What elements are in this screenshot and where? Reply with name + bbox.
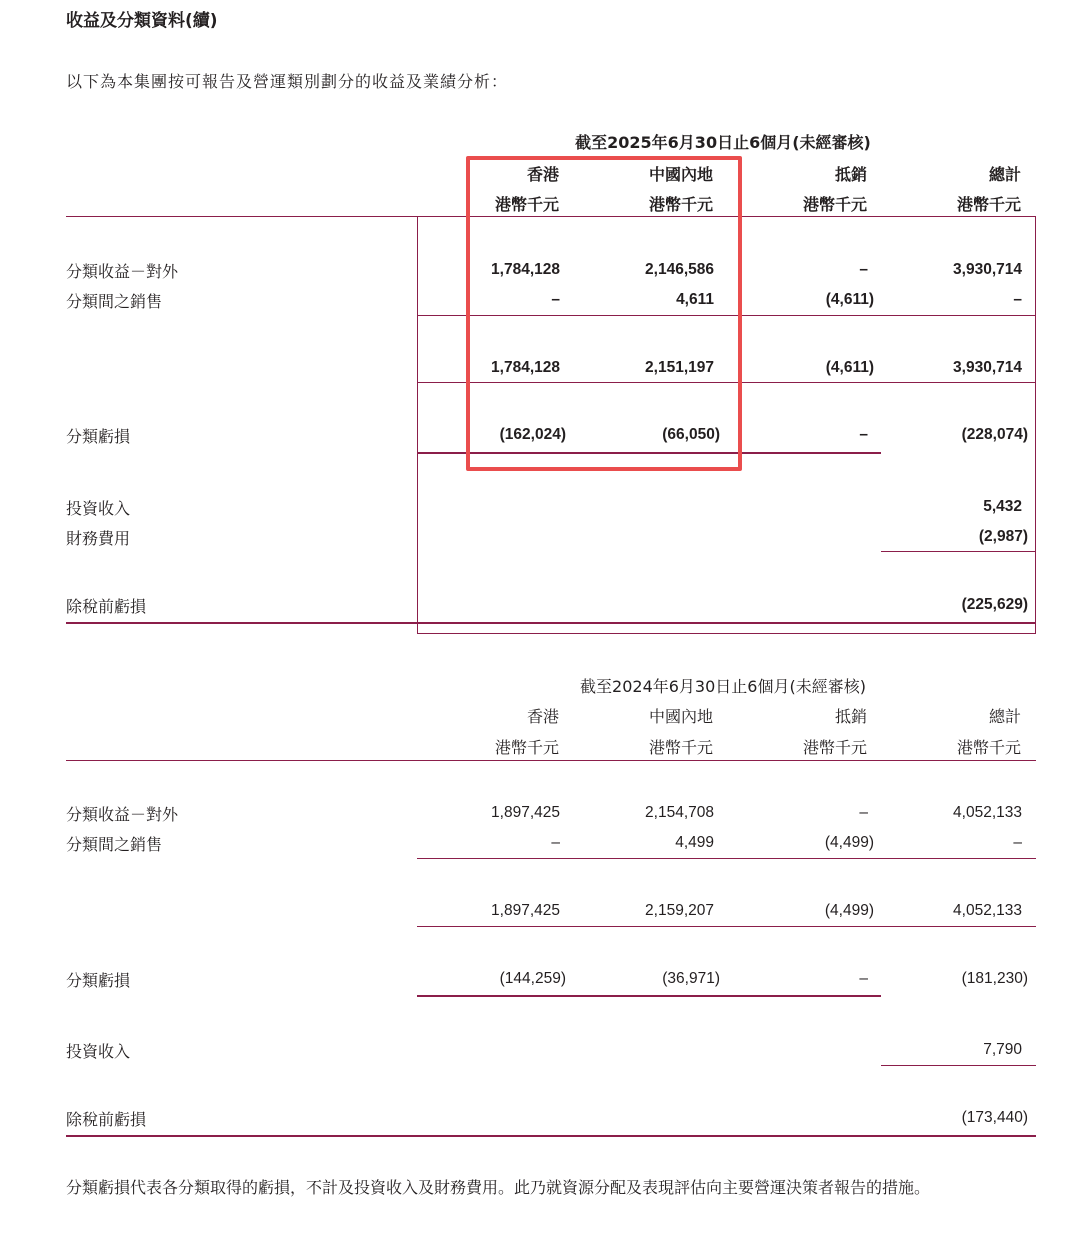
cell-total: – — [1013, 834, 1022, 851]
rule — [881, 1065, 1036, 1066]
cell-total: 7,790 — [983, 1041, 1022, 1058]
unit-elimination: 港幣千元 — [802, 195, 867, 214]
section-title: 收益及分類資料(續) — [66, 11, 218, 31]
unit-hk: 港幣千元 — [494, 195, 559, 214]
unit-mainland: 港幣千元 — [648, 738, 713, 757]
row-label: 除稅前虧損 — [66, 597, 147, 616]
col-header-hk: 香港 — [526, 707, 559, 726]
cell-total: 4,052,133 — [953, 902, 1022, 919]
cell-elimination: (4,499) — [824, 902, 874, 919]
row-label: 分類收益－對外 — [66, 262, 179, 281]
cell-elimination: – — [859, 261, 868, 278]
rule — [417, 633, 1036, 634]
col-header-mainland: 中國內地 — [648, 165, 713, 184]
cell-total: (181,230) — [961, 970, 1028, 987]
cell-hk: 1,897,425 — [491, 902, 560, 919]
cell-mainland: 2,159,207 — [645, 902, 714, 919]
rule — [417, 926, 1036, 927]
cell-mainland: (66,050) — [662, 426, 720, 443]
col-header-elimination: 抵銷 — [834, 165, 867, 184]
rule — [417, 858, 1036, 859]
cell-elimination: – — [859, 804, 868, 821]
rule — [881, 551, 1036, 552]
cell-mainland: (36,971) — [662, 970, 720, 987]
unit-elimination: 港幣千元 — [802, 738, 867, 757]
unit-total: 港幣千元 — [956, 738, 1021, 757]
footnote-text: 分類虧損代表各分類取得的虧損，不計及投資收入及財務費用。此乃就資源分配及表現評估向主要營運決策者報告的措施。 — [66, 1178, 931, 1197]
rule — [66, 1135, 1036, 1137]
highlight-box — [466, 156, 742, 471]
cell-total: (2,987) — [978, 528, 1028, 545]
cell-hk: 1,784,128 — [491, 359, 560, 376]
cell-total: – — [1013, 291, 1022, 308]
cell-total: 3,930,714 — [953, 261, 1022, 278]
cell-elimination: (4,611) — [825, 359, 874, 376]
intro-text: 以下為本集團按可報告及營運類別劃分的收益及業績分析： — [66, 72, 509, 91]
cell-elimination: – — [859, 426, 868, 443]
row-label: 投資收入 — [66, 1042, 131, 1061]
row-label: 投資收入 — [66, 499, 131, 518]
cell-elimination: (4,499) — [824, 834, 874, 851]
row-label: 分類虧損 — [66, 427, 131, 446]
row-label: 分類間之銷售 — [66, 835, 163, 854]
cell-mainland: 4,611 — [676, 291, 714, 308]
row-label: 除稅前虧損 — [66, 1110, 147, 1129]
col-header-total: 總計 — [988, 165, 1021, 184]
cell-elimination: (4,611) — [825, 291, 874, 308]
cell-total: (225,629) — [961, 596, 1028, 613]
row-label: 分類收益－對外 — [66, 805, 179, 824]
unit-hk: 港幣千元 — [494, 738, 559, 757]
row-label: 分類間之銷售 — [66, 292, 163, 311]
cell-total: 5,432 — [983, 498, 1022, 515]
col-header-total: 總計 — [988, 707, 1021, 726]
col-header-hk: 香港 — [526, 165, 559, 184]
cell-mainland: 2,154,708 — [645, 804, 714, 821]
unit-mainland: 港幣千元 — [648, 195, 713, 214]
rule — [1035, 216, 1036, 634]
cell-total: (173,440) — [961, 1109, 1028, 1126]
rule — [66, 760, 1036, 761]
cell-hk: 1,784,128 — [491, 261, 560, 278]
cell-total: 3,930,714 — [953, 359, 1022, 376]
cell-total: (228,074) — [961, 426, 1028, 443]
rule — [66, 622, 1036, 624]
cell-hk: – — [551, 834, 560, 851]
unit-total: 港幣千元 — [956, 195, 1021, 214]
cell-mainland: 2,151,197 — [645, 359, 714, 376]
cell-hk: (144,259) — [499, 970, 566, 987]
cell-hk: (162,024) — [499, 426, 566, 443]
col-header-mainland: 中國內地 — [648, 707, 713, 726]
cell-hk: – — [551, 291, 560, 308]
cell-total: 4,052,133 — [953, 804, 1022, 821]
row-label: 分類虧損 — [66, 971, 131, 990]
rule — [417, 995, 881, 997]
period-heading-2025: 截至2025年6月30日止6個月(未經審核) — [575, 133, 871, 152]
cell-hk: 1,897,425 — [491, 804, 560, 821]
cell-elimination: – — [859, 970, 868, 987]
cell-mainland: 2,146,586 — [645, 261, 714, 278]
cell-mainland: 4,499 — [675, 834, 714, 851]
period-heading-2024: 截至2024年6月30日止6個月(未經審核) — [580, 677, 866, 696]
row-label: 財務費用 — [66, 529, 131, 548]
col-header-elimination: 抵銷 — [834, 707, 867, 726]
